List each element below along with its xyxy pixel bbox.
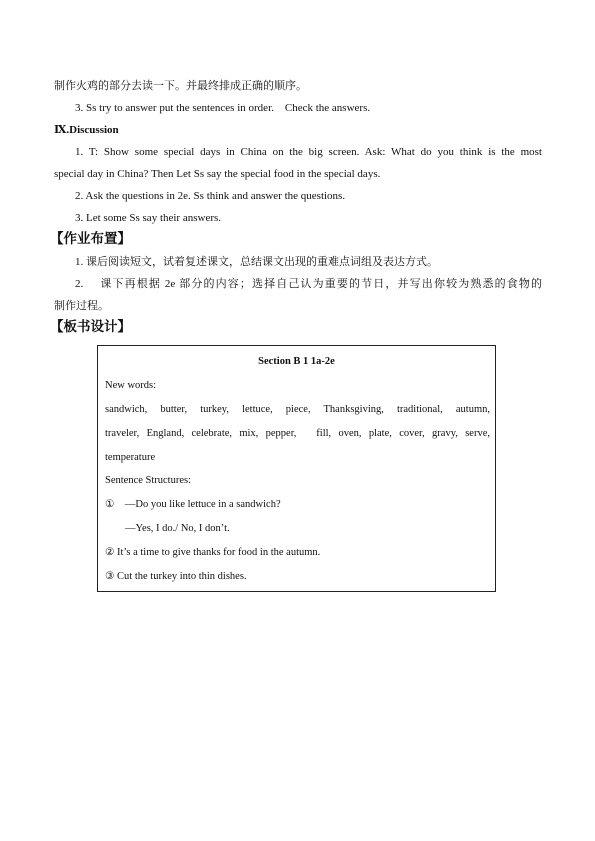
discussion-item1-line2: special day in China? Then Let Ss say the special food in the special days. — [54, 168, 381, 180]
step3-text: 3. Ss try to answer put the sentences in order. Check the answers. — [75, 102, 371, 114]
discussion-item2: 2. Ask the questions in 2e. Ss think and answer the questions. — [75, 190, 346, 202]
step2-continued-text: 制作火鸡的部分去读一下。并最终排成正确的顺序。 — [54, 80, 307, 92]
homework-heading: 【作业布置】 — [50, 231, 131, 247]
discussion-heading: Ⅸ.Discussion — [54, 124, 119, 136]
structure1-answer: —Yes, I do./ No, I don’t. — [125, 523, 230, 534]
structure2: ② It’s a time to give thanks for food in the autumn. — [105, 547, 321, 558]
new-words-label: New words: — [105, 380, 157, 391]
board-title: Section B 1 1a-2e — [258, 356, 335, 367]
words-line1: sandwich, butter, turkey, lettuce, piece, Thanksgiving, traditional, autumn, — [105, 404, 490, 415]
words-line2: traveler, England, celebrate, mix, pepper, fill, oven, plate, cover, gravy, serve, — [105, 428, 490, 439]
structure3: ③ Cut the turkey into thin dishes. — [105, 571, 247, 582]
board-heading: 【板书设计】 — [50, 319, 131, 335]
words-line3: temperature — [105, 452, 156, 463]
structures-label: Sentence Structures: — [105, 475, 192, 486]
homework-item2-line1: 2. 课下再根据 2e 部分的内容；选择自己认为重要的节日，并写出你较为熟悉的食物的 — [75, 278, 542, 290]
board-design-box — [97, 345, 496, 592]
homework-item2-line2: 制作过程。 — [54, 300, 109, 312]
discussion-item3: 3. Let some Ss say their answers. — [75, 212, 222, 224]
homework-item1: 1. 课后阅读短文，试着复述课文，总结课文出现的重难点词组及表达方式。 — [75, 256, 438, 268]
structure1-question: ① —Do you like lettuce in a sandwich? — [105, 499, 281, 510]
discussion-item1-line1: 1. T: Show some special days in China on the big screen. Ask: What do you think is the most — [75, 146, 542, 158]
